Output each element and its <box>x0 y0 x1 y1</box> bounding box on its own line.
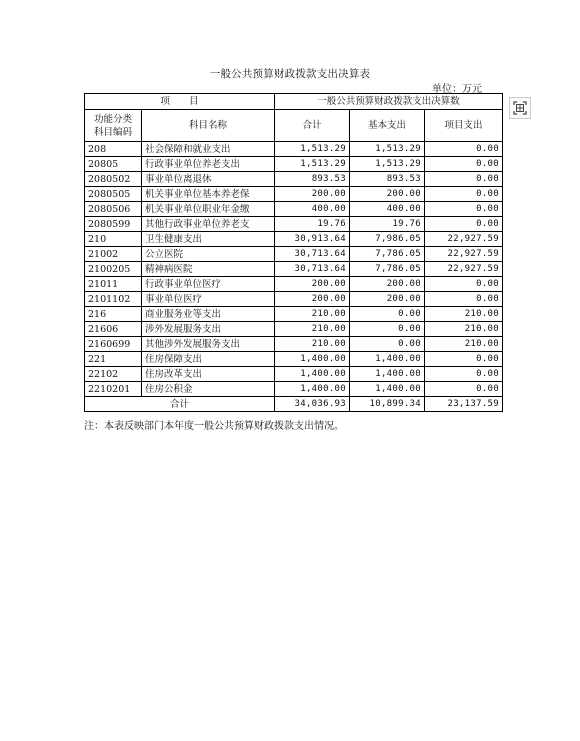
header-group: 一般公共预算财政拨款支出决算数 <box>275 94 503 110</box>
row-name: 公立医院 <box>142 247 275 262</box>
totals-total: 34,036.93 <box>275 397 350 412</box>
row-name: 事业单位医疗 <box>142 292 275 307</box>
row-code: 2080505 <box>85 187 142 202</box>
row-project: 0.00 <box>425 187 503 202</box>
row-basic: 1,513.29 <box>350 157 425 172</box>
row-name: 行政事业单位医疗 <box>142 277 275 292</box>
header-name: 科目名称 <box>142 110 275 142</box>
row-total: 1,400.00 <box>275 382 350 397</box>
table-row <box>85 187 503 202</box>
unit-label: 单位：万元 <box>432 84 482 95</box>
table-row <box>85 277 503 292</box>
row-name: 机关事业单位职业年金缴 <box>142 202 275 217</box>
expenditure-table <box>84 93 503 412</box>
row-code: 2100205 <box>85 262 142 277</box>
row-code: 210 <box>85 232 142 247</box>
header-row-1 <box>85 94 503 110</box>
table-row <box>85 292 503 307</box>
row-project: 0.00 <box>425 142 503 157</box>
row-name: 社会保障和就业支出 <box>142 142 275 157</box>
row-total: 210.00 <box>275 322 350 337</box>
row-basic: 1,513.29 <box>350 142 425 157</box>
row-name: 精神病医院 <box>142 262 275 277</box>
table-row <box>85 217 503 232</box>
row-name: 涉外发展服务支出 <box>142 322 275 337</box>
table-scan-button[interactable] <box>509 97 531 119</box>
row-project: 0.00 <box>425 292 503 307</box>
row-basic: 0.00 <box>350 322 425 337</box>
row-project: 0.00 <box>425 352 503 367</box>
table-row <box>85 382 503 397</box>
row-basic: 893.53 <box>350 172 425 187</box>
table-row <box>85 367 503 382</box>
row-total: 30,913.64 <box>275 232 350 247</box>
table-row <box>85 337 503 352</box>
row-total: 200.00 <box>275 277 350 292</box>
row-basic: 200.00 <box>350 187 425 202</box>
row-project: 0.00 <box>425 382 503 397</box>
row-code: 2160699 <box>85 337 142 352</box>
row-code: 22102 <box>85 367 142 382</box>
row-name: 行政事业单位养老支出 <box>142 157 275 172</box>
row-basic: 200.00 <box>350 277 425 292</box>
row-total: 1,400.00 <box>275 367 350 382</box>
row-name: 住房保障支出 <box>142 352 275 367</box>
row-code: 2080506 <box>85 202 142 217</box>
row-code: 216 <box>85 307 142 322</box>
row-basic: 1,400.00 <box>350 367 425 382</box>
row-total: 210.00 <box>275 337 350 352</box>
row-code: 21002 <box>85 247 142 262</box>
row-project: 0.00 <box>425 202 503 217</box>
table-note: 注：本表反映部门本年度一般公共预算财政拨款支出情况。 <box>84 421 344 432</box>
row-project: 0.00 <box>425 172 503 187</box>
totals-row <box>85 397 503 412</box>
row-project: 0.00 <box>425 277 503 292</box>
row-total: 1,513.29 <box>275 142 350 157</box>
table-row <box>85 247 503 262</box>
row-basic: 400.00 <box>350 202 425 217</box>
table-row <box>85 142 503 157</box>
row-project: 0.00 <box>425 367 503 382</box>
row-name: 住房公积金 <box>142 382 275 397</box>
table-row <box>85 202 503 217</box>
row-name: 卫生健康支出 <box>142 232 275 247</box>
row-total: 1,400.00 <box>275 352 350 367</box>
header-row-2 <box>85 110 503 142</box>
row-code: 2080502 <box>85 172 142 187</box>
row-name: 事业单位离退休 <box>142 172 275 187</box>
row-total: 200.00 <box>275 292 350 307</box>
row-total: 400.00 <box>275 202 350 217</box>
totals-project: 23,137.59 <box>425 397 503 412</box>
row-project: 210.00 <box>425 307 503 322</box>
table-row <box>85 262 503 277</box>
row-name: 其他行政事业单位养老支 <box>142 217 275 232</box>
header-code: 功能分类 科目编码 <box>85 110 142 142</box>
row-code: 2210201 <box>85 382 142 397</box>
row-code: 2080599 <box>85 217 142 232</box>
row-basic: 0.00 <box>350 307 425 322</box>
row-basic: 7,986.05 <box>350 232 425 247</box>
row-basic: 1,400.00 <box>350 352 425 367</box>
row-code: 221 <box>85 352 142 367</box>
row-total: 1,513.29 <box>275 157 350 172</box>
row-name: 住房改革支出 <box>142 367 275 382</box>
row-basic: 7,786.05 <box>350 247 425 262</box>
row-total: 893.53 <box>275 172 350 187</box>
row-project: 0.00 <box>425 157 503 172</box>
row-project: 22,927.59 <box>425 262 503 277</box>
row-basic: 1,400.00 <box>350 382 425 397</box>
row-code: 208 <box>85 142 142 157</box>
row-basic: 7,786.05 <box>350 262 425 277</box>
row-project: 22,927.59 <box>425 232 503 247</box>
table-row <box>85 172 503 187</box>
row-total: 200.00 <box>275 187 350 202</box>
table-row <box>85 157 503 172</box>
row-total: 30,713.64 <box>275 247 350 262</box>
row-code: 21606 <box>85 322 142 337</box>
table-row <box>85 352 503 367</box>
row-name: 其他涉外发展服务支出 <box>142 337 275 352</box>
row-code: 2101102 <box>85 292 142 307</box>
row-basic: 200.00 <box>350 292 425 307</box>
document-title: 一般公共预算财政拨款支出决算表 <box>209 68 371 80</box>
header-basic: 基本支出 <box>350 110 425 142</box>
totals-label: 合计 <box>85 397 275 412</box>
row-basic: 19.76 <box>350 217 425 232</box>
row-project: 0.00 <box>425 217 503 232</box>
row-name: 商业服务业等支出 <box>142 307 275 322</box>
row-basic: 0.00 <box>350 337 425 352</box>
row-project: 22,927.59 <box>425 247 503 262</box>
header-total: 合计 <box>275 110 350 142</box>
row-total: 210.00 <box>275 307 350 322</box>
row-name: 机关事业单位基本养老保 <box>142 187 275 202</box>
row-project: 210.00 <box>425 322 503 337</box>
table-body <box>85 142 503 397</box>
row-code: 20805 <box>85 157 142 172</box>
table-row <box>85 232 503 247</box>
table-row <box>85 322 503 337</box>
row-project: 210.00 <box>425 337 503 352</box>
totals-basic: 10,899.34 <box>350 397 425 412</box>
header-project-expense: 项目支出 <box>425 110 503 142</box>
table-scan-icon <box>513 101 527 115</box>
row-code: 21011 <box>85 277 142 292</box>
table-row <box>85 307 503 322</box>
row-total: 30,713.64 <box>275 262 350 277</box>
row-total: 19.76 <box>275 217 350 232</box>
header-project: 项 目 <box>85 94 275 110</box>
